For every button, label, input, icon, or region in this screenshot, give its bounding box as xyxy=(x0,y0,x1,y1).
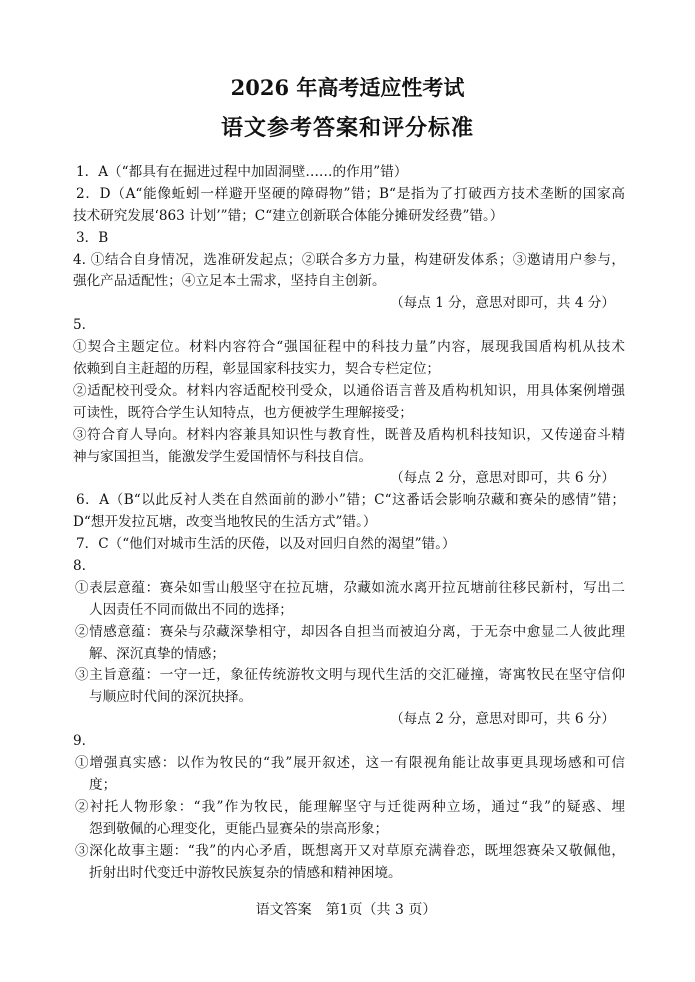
answer-8-number: 8. xyxy=(73,558,86,575)
answer-5-point-2: 可读性，既符合学生认知特点，也方便被学生理解接受； xyxy=(73,404,413,421)
answer-item-6 xyxy=(73,490,625,534)
answer-5-point-1: ①契合主题定位。材料内容符合“强国征程中的科技力量”内容，展现我国盾构机从技术 xyxy=(73,339,625,356)
answer-5-point-1: 依赖到自主赶超的历程，彰显国家科技实力，契合专栏定位； xyxy=(73,361,441,378)
answer-item-5 xyxy=(73,315,625,490)
answer-item-9 xyxy=(73,731,625,884)
answer-item-3 xyxy=(73,228,625,250)
answer-5-point-3: ③符合育人导向。材料内容兼具知识性与教育性，既普及盾构机科技知识，又传递奋斗精 xyxy=(73,426,625,443)
answer-4-line: 强化产品适配性；④立足本土需求，坚持自主创新。 xyxy=(73,273,386,290)
answer-9-point-1: 度； xyxy=(89,776,117,793)
answer-4-score-note: （每点 1 分，意思对即可，共 4 分） xyxy=(390,295,615,312)
answer-item-8 xyxy=(73,556,625,731)
answer-8-point-1: 人因责任不同而做出不同的选择； xyxy=(89,601,293,618)
answer-9-point-3: 折射出时代变迁中游牧民族复杂的情感和精神困境。 xyxy=(89,864,402,881)
answer-5-point-3: 神与家国担当，能激发学生爱国情怀与科技自信。 xyxy=(73,448,373,465)
answer-6-line: 6．A（B“以此反衬人类在自然面前的渺小”错；C“这番话会影响尕藏和赛朵的感情”错； xyxy=(76,492,625,509)
answer-list xyxy=(73,162,625,884)
answer-2-line: 2．D（A“能像蚯蚓一样避开坚硬的障碍物”错；B“是指为了打破西方技术垄断的国家高 xyxy=(76,185,625,202)
answer-5-point-2: ②适配校刊受众。材料内容适配校刊受众，以通俗语言普及盾构机知识，用具体案例增强 xyxy=(73,382,625,399)
answer-8-point-2: ②情感意蕴：赛朵与尕藏深挚相守，却因各自担当而被迫分离，于无奈中愈显二人彼此理 xyxy=(75,623,625,640)
answer-9-number: 9. xyxy=(73,733,86,750)
answer-item-4 xyxy=(73,250,625,316)
answer-4-line: 4. ①结合自身情况，选准研发起点；②联合多方力量，构建研发体系；③邀请用户参与， xyxy=(73,251,625,268)
answer-item-7 xyxy=(73,534,625,556)
page-subtitle: 语文参考答案和评分标准 xyxy=(220,115,474,141)
answer-2-line: 技术研究发展‘863 计划’”错；C“建立创新联合体能分摊研发经费”错。） xyxy=(73,207,504,224)
answer-9-point-2: ②衬托人物形象：“我”作为牧民，能理解坚守与迁徙两种立场，通过“我”的疑惑、埋 xyxy=(75,798,625,815)
answer-8-point-3: 与顺应时代间的深沉抉择。 xyxy=(89,689,253,706)
answer-5-score-note: （每点 2 分，意思对即可，共 6 分） xyxy=(390,470,615,487)
page-title: 2026 年高考适应性考试 xyxy=(230,75,465,100)
answer-item-2 xyxy=(73,184,625,228)
answer-9-point-1: ①增强真实感：以作为牧民的“我”展开叙述，这一有限视角能让故事更具现场感和可信 xyxy=(75,755,625,772)
page-footer: 语文答案 第1页（共 3 页） xyxy=(255,902,437,918)
answer-9-point-3: ③深化故事主题：“我”的内心矛盾，既想离开又对草原充满眷恋，既埋怨赛朵又敬佩他， xyxy=(75,842,625,859)
answer-item-1 xyxy=(73,162,625,184)
answer-7-line: 7．C（“他们对城市生活的厌倦，以及对回归自然的渴望”错。） xyxy=(76,536,456,553)
answer-8-point-3: ③主旨意蕴：一守一迁，象征传统游牧文明与现代生活的交汇碰撞，寄寓牧民在坚守信仰 xyxy=(75,667,625,684)
answer-9-point-2: 怨到敬佩的心理变化，更能凸显赛朵的崇高形象； xyxy=(89,820,389,837)
answer-8-point-2: 解、深沉真挚的情感； xyxy=(89,645,225,662)
answer-8-score-note: （每点 2 分，意思对即可，共 6 分） xyxy=(390,711,615,728)
answer-5-number: 5. xyxy=(73,317,86,334)
answer-6-line: D“想开发拉瓦塘，改变当地牧民的生活方式”错。） xyxy=(73,514,377,531)
answer-3-line: 3．B xyxy=(76,229,109,246)
answer-1-line: 1．A（“都具有在掘进过程中加固洞壁……的作用”错） xyxy=(76,164,408,180)
answer-8-point-1: ①表层意蕴：赛朵如雪山般坚守在拉瓦塘，尕藏如流水离开拉瓦塘前往移民新村，写出二 xyxy=(75,579,625,596)
